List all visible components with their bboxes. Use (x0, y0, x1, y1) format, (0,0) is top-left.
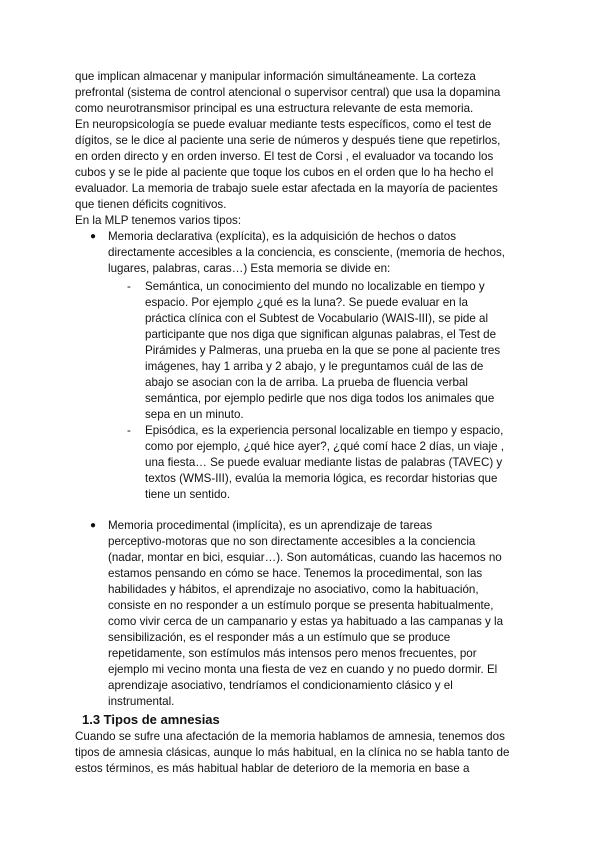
text-line: una fiesta… Se puede evaluar mediante listas de palabras (TAVEC) y (145, 456, 503, 469)
text-line: imágenes, hay 1 arriba y 2 abajo, y le preguntamos cuál de las de (145, 360, 484, 373)
text-line: habilidades y hábitos, el aprendizaje no asociativo, como la habituación, (108, 583, 479, 596)
dash-icon: - (127, 280, 131, 293)
text-line: como por ejemplo, ¿qué hice ayer?, ¿qué comí hace 2 días, un viaje , (145, 440, 504, 453)
bullet-icon: ● (90, 231, 97, 242)
text-line: perceptivo-motoras que no son directamente accesibles a la conciencia (108, 535, 476, 548)
section-heading: 1.3 Tipos de amnesias (82, 712, 220, 727)
text-line: espacio. Por ejemplo ¿qué es la luna?. Se puede evaluar en la (145, 296, 468, 309)
bullet-icon: ● (90, 520, 97, 531)
text-line: consiste en no responder a un estímulo porque se presenta habitualmente, (108, 599, 494, 612)
text-line: instrumental. (108, 695, 175, 708)
text-line: textos (WMS-III), evalúa la memoria lógica, es recordar historias que (145, 472, 498, 485)
text-line: sensibilización, es el responder más a un estímulo que se produce (108, 631, 451, 644)
text-line: que tienen déficits cognitivos. (75, 198, 227, 211)
text-line: Semántica, un conocimiento del mundo no localizable en tiempo y (145, 280, 485, 293)
text-line: en orden directo y en orden inverso. El test de Corsi , el evaluador va tocando los (75, 150, 494, 163)
text-line: aprendizaje asociativo, tendríamos el condicionamiento clásico y el (108, 679, 453, 692)
text-line: directamente accesibles a la conciencia, es consciente, (memoria de hechos, (108, 246, 505, 259)
text-line: Cuando se sufre una afectación de la memoria hablamos de amnesia, tenemos dos (75, 730, 505, 743)
text-line: tiene un sentido. (145, 488, 231, 501)
text-line: dígitos, se le dice al paciente una serie de números y después tiene que repetirlos, (75, 134, 501, 147)
text-line: Memoria procedimental (implícita), es un aprendizaje de tareas (108, 519, 433, 532)
text-line: como neurotransmisor principal es una estructura relevante de esta memoria. (75, 102, 474, 115)
text-line: semántica, por ejemplo pedirle que nos diga todos los animales que (145, 392, 495, 405)
text-line: que implican almacenar y manipular información simultáneamente. La corteza (75, 70, 476, 83)
text-line: prefrontal (sistema de control atencional o supervisor central) que usa la dopamina (75, 86, 501, 99)
text-line: participante que nos diga que significan algunas palabras, el Test de (145, 328, 497, 341)
text-line: ejemplo mi vecino monta una fiesta de vez en cuando y no puedo dormir. El (108, 663, 498, 676)
text-line: Pirámides y Palmeras, una prueba en la que se pone al paciente tres (145, 344, 501, 357)
text-line: estos términos, es más habitual hablar de deterioro de la memoria en base a (75, 762, 470, 775)
text-line: como vivir cerca de un campanario y estas ya habituado a las campanas y la (108, 615, 504, 628)
text-line: Memoria declarativa (explícita), es la adquisición de hechos o datos (108, 230, 456, 243)
text-line: abajo se asocian con la de arriba. La prueba de fluencia verbal (145, 376, 468, 389)
text-line: Episódica, es la experiencia personal localizable en tiempo y espacio, (145, 424, 504, 437)
text-line: sepa en un minuto. (145, 408, 244, 421)
text-line: (nadar, montar en bici, esquiar…). Son automáticas, cuando las hacemos no (108, 551, 502, 564)
text-line: estamos pensando en cómo se hace. Tenemos la procedimental, son las (108, 567, 483, 580)
text-line: práctica clínica con el Subtest de Vocabulario (WAIS-III), se pide al (145, 312, 489, 325)
text-line: cubos y se le pide al paciente que toque los cubos en el orden que lo ha hecho el (75, 166, 494, 179)
dash-icon: - (127, 424, 131, 437)
text-line: lugares, palabras, caras…) Esta memoria se divide en: (108, 262, 391, 275)
mlp-intro: En la MLP tenemos varios tipos: (75, 214, 242, 227)
text-line: tipos de amnesia clásicas, aunque lo más habitual, en la clínica no se habla tanto de (75, 746, 510, 759)
text-line: evaluador. La memoria de trabajo suele estar afectada en la mayoría de pacientes (75, 182, 498, 195)
text-line: repetidamente, son estímulos más intensos pero menos frecuentes, por (108, 647, 477, 660)
text-line: En neuropsicología se puede evaluar mediante tests específicos, como el test de (75, 118, 492, 131)
